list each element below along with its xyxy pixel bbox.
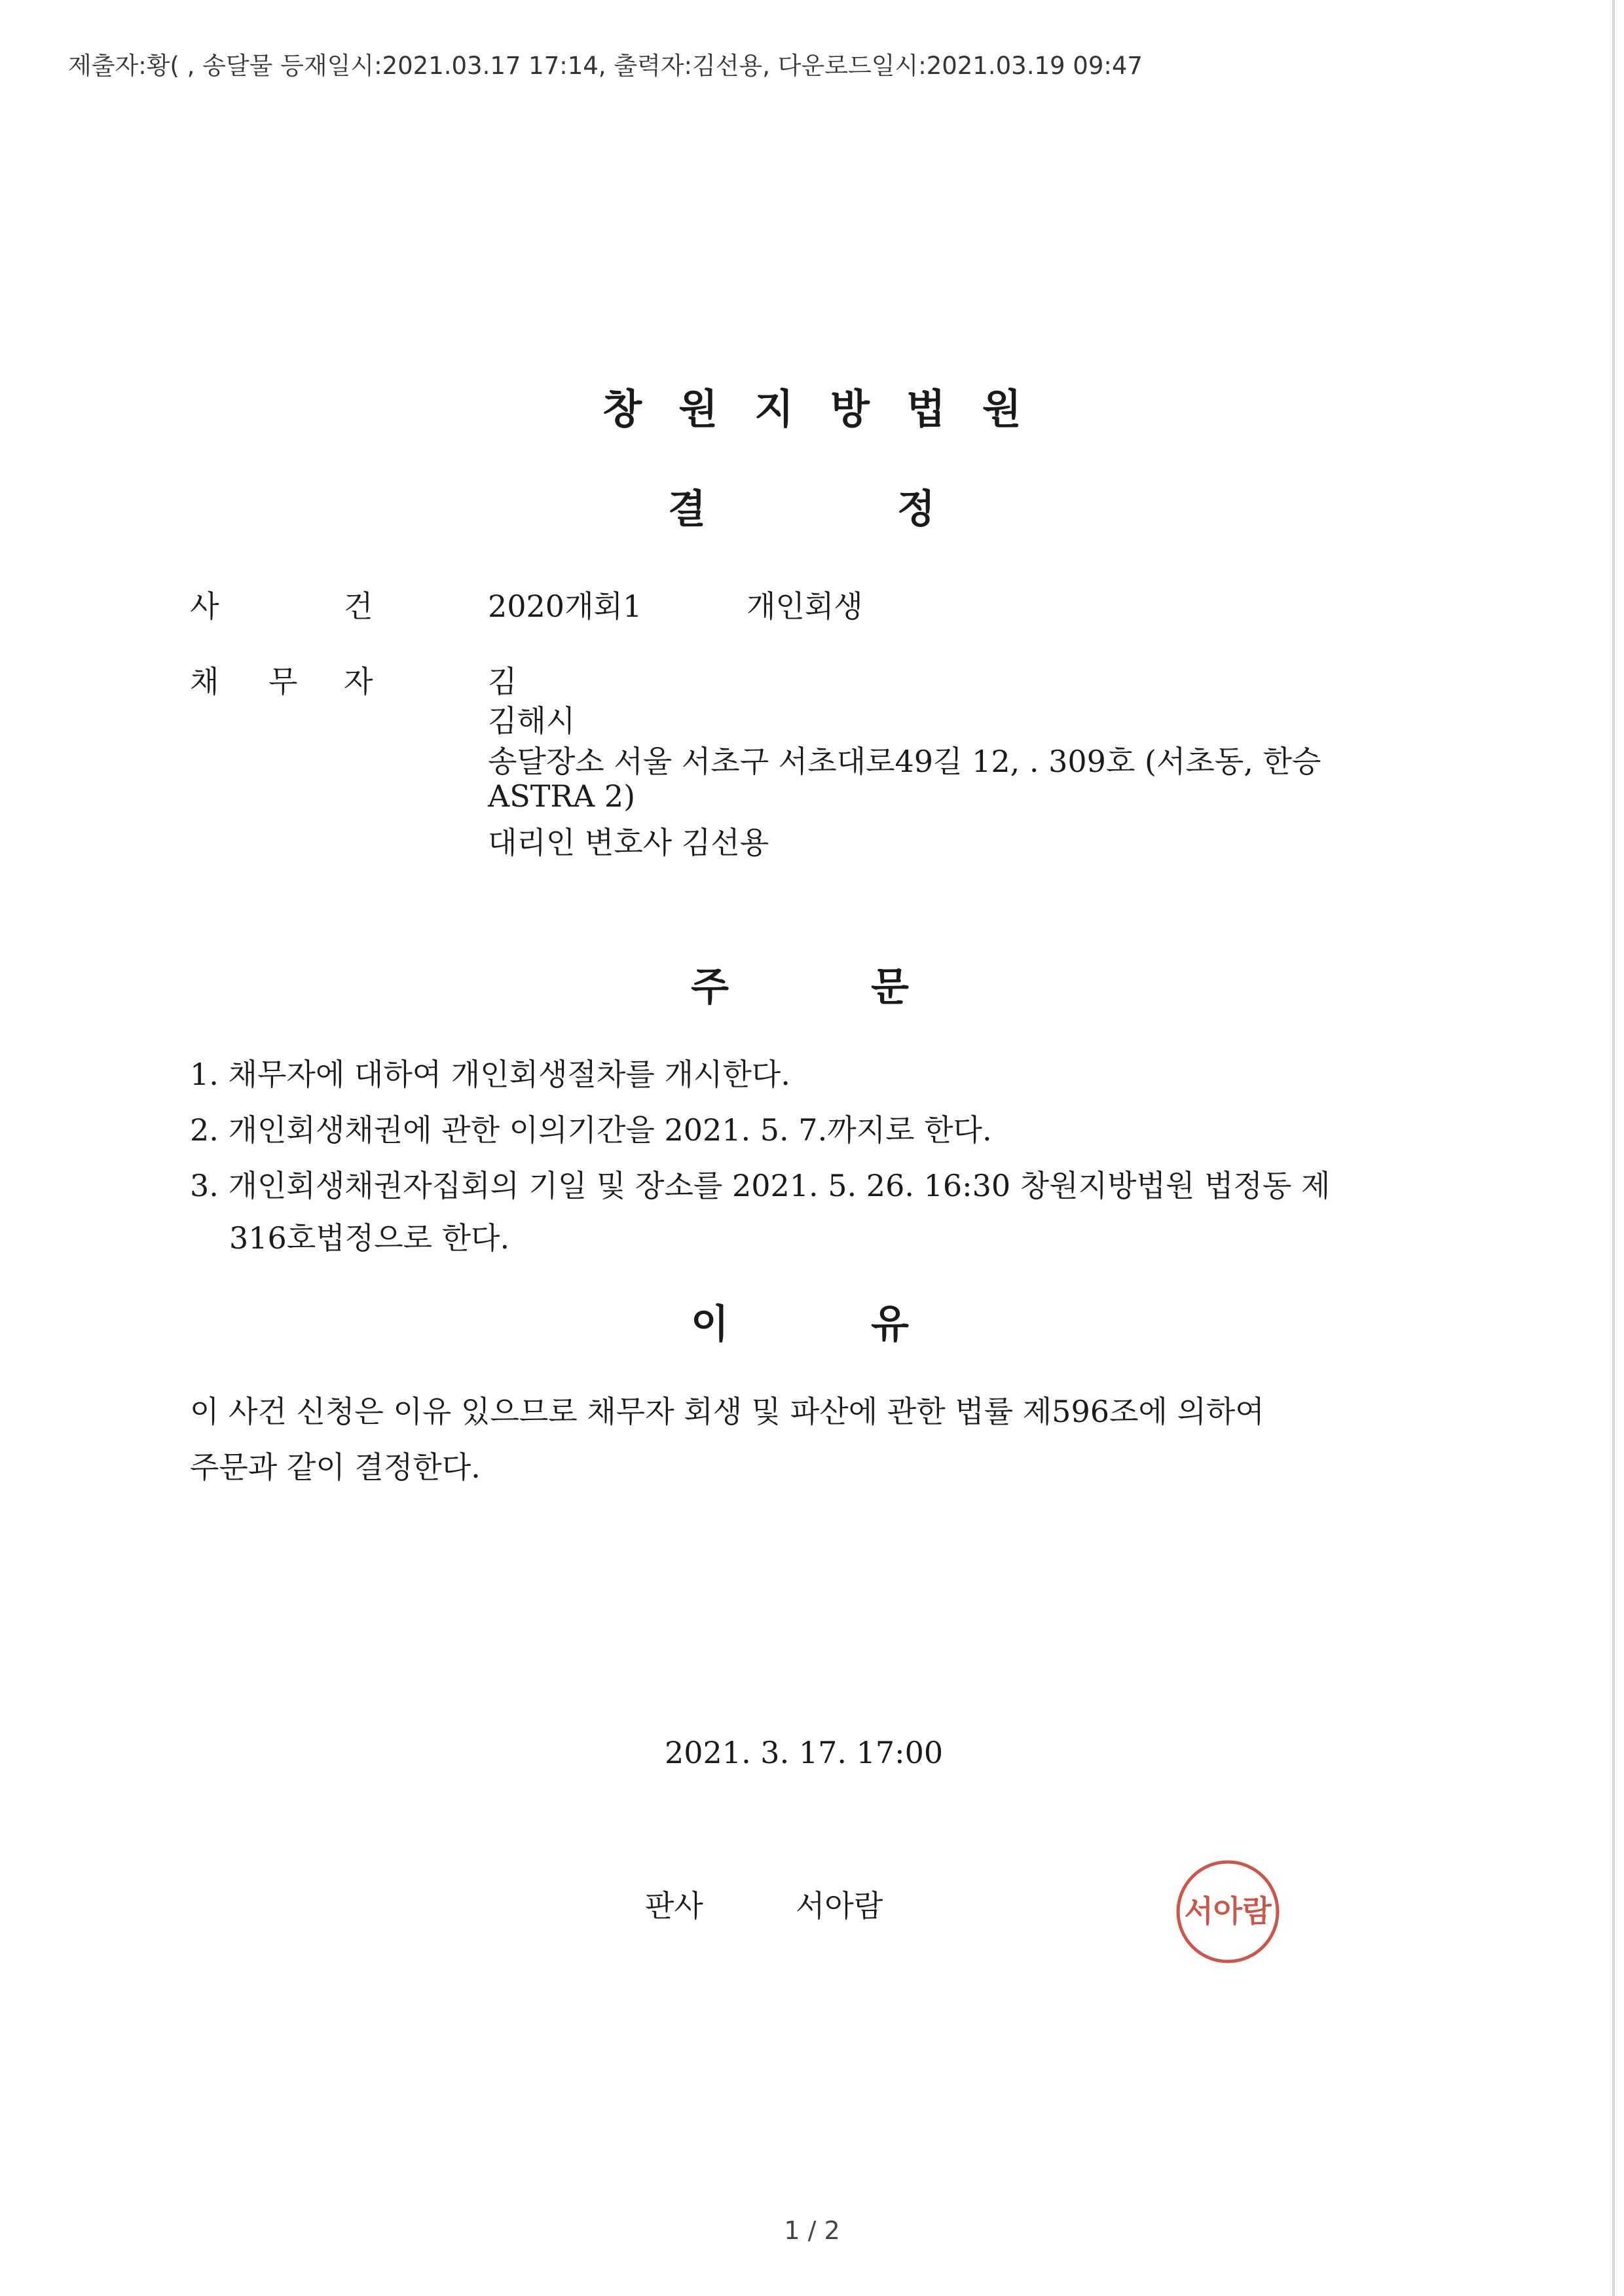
order-item-3-cont: 316호법정으로 한다.	[229, 1220, 510, 1256]
case-number: 2020개회1	[488, 589, 642, 624]
case-type: 개인회생	[747, 589, 863, 624]
doc-title-char-1: 결	[668, 486, 706, 532]
order-heading-2: 문	[871, 964, 909, 1010]
judge-title: 판사	[645, 1888, 703, 1923]
order-item-2: 2. 개인회생채권에 관한 이의기간을 2021. 5. 7.까지로 한다.	[190, 1112, 992, 1148]
debtor-city: 김해시	[488, 703, 576, 738]
judge-seal-icon	[1172, 1856, 1283, 1967]
case-label-1: 사	[190, 589, 219, 624]
reason-heading-2: 유	[871, 1302, 909, 1347]
scan-edge	[1612, 0, 1615, 2296]
debtor-address: 송달장소 서울 서초구 서초대로49길 12, . 309호 (서초동, 한승	[488, 744, 1321, 779]
doc-title-char-2: 정	[897, 486, 935, 532]
debtor-label-3: 자	[344, 664, 373, 699]
debtor-agent: 대리인 변호사 김선용	[488, 825, 769, 860]
case-label-2: 건	[344, 589, 373, 624]
debtor-label-2: 무	[268, 664, 298, 699]
decision-date: 2021. 3. 17. 17:00	[665, 1735, 944, 1770]
debtor-label-1: 채	[190, 664, 219, 699]
judge-name: 서아람	[796, 1888, 883, 1923]
order-heading-1: 주	[691, 964, 729, 1010]
page-number: 1 / 2	[784, 2216, 840, 2245]
download-header: 제출자:황( , 송달물 등재일시:2021.03.17 17:14, 출력자:김선용, 다운로드일시:2021.03.19 09:47	[68, 52, 1143, 80]
debtor-address-cont: ASTRA 2)	[488, 778, 636, 814]
svg-text:서아람: 서아람	[1184, 1893, 1272, 1929]
order-item-1: 1. 채무자에 대하여 개인회생절차를 개시한다.	[190, 1057, 790, 1092]
reason-line-2: 주문과 같이 결정한다.	[190, 1449, 481, 1485]
debtor-name: 김	[488, 664, 517, 699]
reason-line-1: 이 사건 신청은 이유 있으므로 채무자 회생 및 파산에 관한 법률 제596조에 의하여	[190, 1394, 1264, 1429]
order-item-3: 3. 개인회생채권자집회의 기일 및 장소를 2021. 5. 26. 16:30 창원지방법원 법정동 제	[190, 1168, 1331, 1203]
court-name: 창 원 지 방 법 원	[602, 385, 1022, 433]
reason-heading-1: 이	[691, 1302, 729, 1347]
